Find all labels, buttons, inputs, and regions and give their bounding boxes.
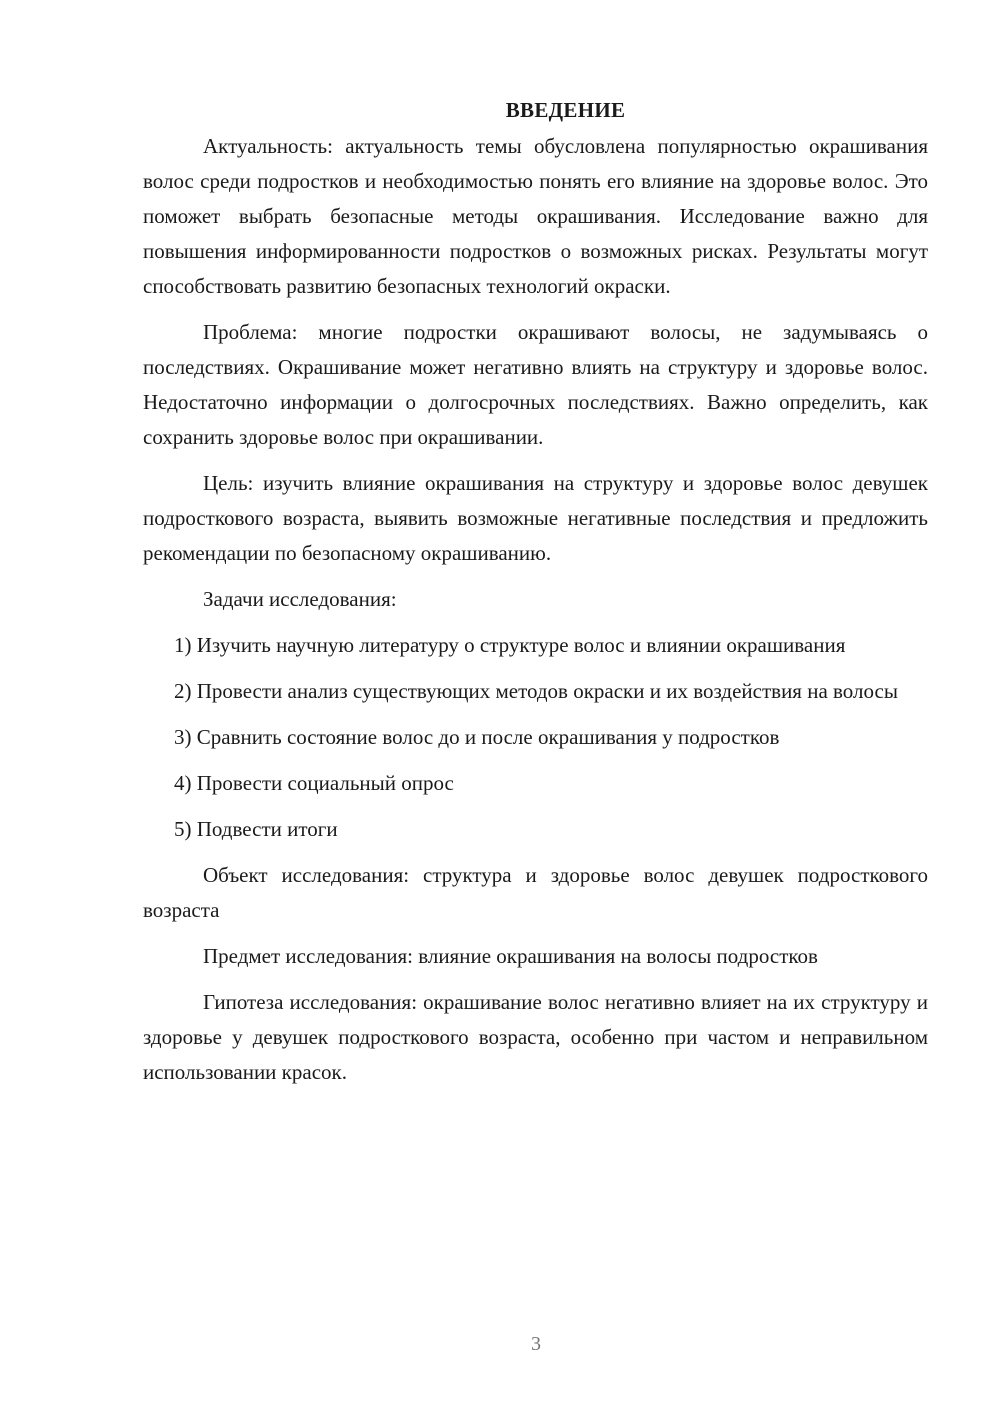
- object-paragraph: Объект исследования: структура и здоровье волос девушек подросткового возраста: [143, 863, 928, 922]
- task-item-2: 2) Провести анализ существующих методов окраски и их воздействия на волосы: [174, 679, 898, 703]
- problem-paragraph: Проблема: многие подростки окрашивают волосы, не задумываясь о последствиях. Окрашивание может негативно влиять на структуру и здоровье волос. Недостаточно информации о долгосрочных последствиях. Важно определить, как сохранить здоровье волос при окрашивании.: [143, 320, 928, 449]
- document-page: [143, 95, 928, 1101]
- relevance-paragraph: Актуальность: актуальность темы обусловлена популярностью окрашивания волос среди подростков и необходимостью понять его влияние на здоровье волос. Это поможет выбрать безопасные методы окрашивания. Исследование важно для повышения информированности подростков о возможных рисках. Результаты могут способствовать развитию безопасных технологий окраски.: [143, 134, 928, 298]
- task-item-4: 4) Провести социальный опрос: [174, 771, 454, 795]
- task-item-3: 3) Сравнить состояние волос до и после окрашивания у подростков: [174, 725, 780, 749]
- hypothesis-paragraph: Гипотеза исследования: окрашивание волос негативно влияет на их структуру и здоровье у девушек подросткового возраста, особенно при частом и неправильном использовании красок.: [143, 990, 928, 1084]
- goal-paragraph: Цель: изучить влияние окрашивания на структуру и здоровье волос девушек подросткового возраста, выявить возможные негативные последствия и предложить рекомендации по безопасному окрашиванию.: [143, 471, 928, 565]
- document-title: ВВЕДЕНИЕ: [505, 98, 626, 122]
- task-item-5: 5) Подвести итоги: [174, 817, 338, 841]
- tasks-heading: Задачи исследования:: [203, 587, 397, 611]
- subject-paragraph: Предмет исследования: влияние окрашивания на волосы подростков: [203, 944, 818, 968]
- task-item-1: 1) Изучить научную литературу о структуре волос и влиянии окрашивания: [174, 633, 846, 657]
- page-number: 3: [531, 1333, 541, 1355]
